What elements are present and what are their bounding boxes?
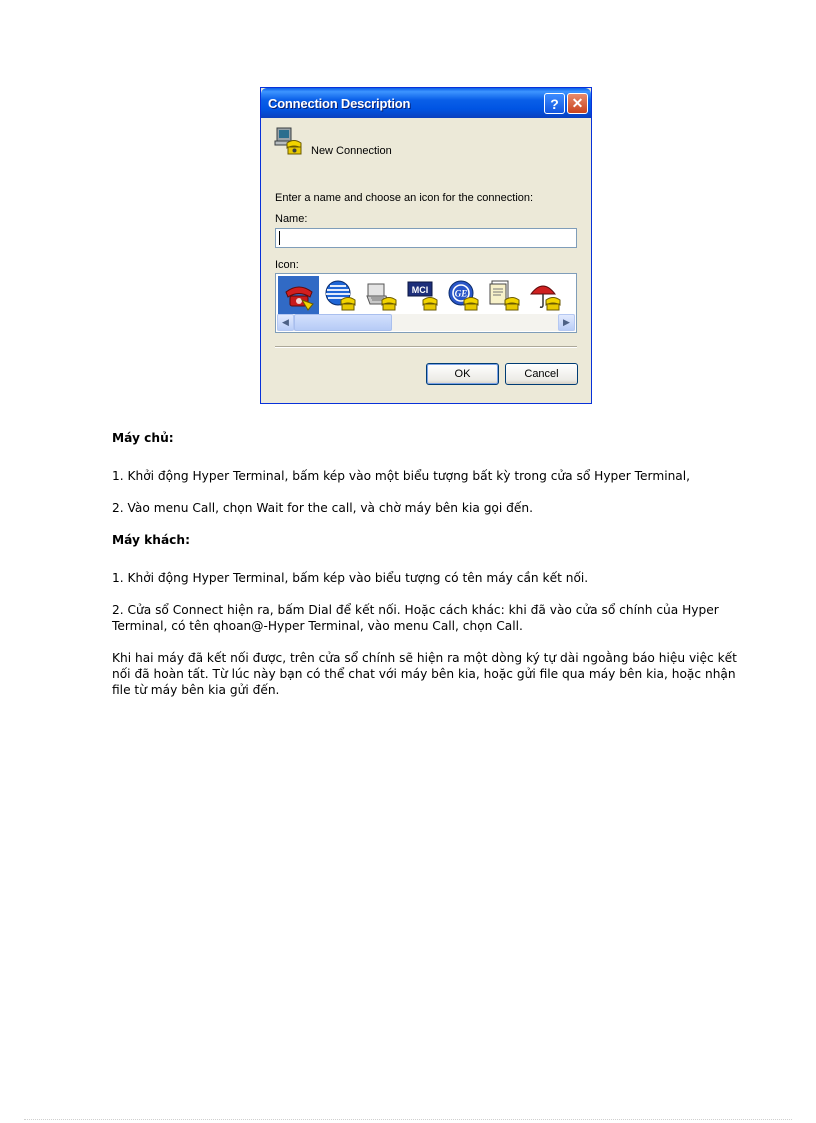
help-button[interactable]: ? xyxy=(544,93,565,114)
instruction-text: Enter a name and choose an icon for the connection: xyxy=(275,192,534,204)
ge-phone-icon xyxy=(446,278,480,312)
article-body xyxy=(112,430,752,698)
icon-option-globe-phone[interactable] xyxy=(319,276,360,314)
client-step-2: 2. Cửa sổ Connect hiện ra, bấm Dial để kết nối. Hoặc cách khác: khi đã vào cửa sổ chính của Hyper Terminal, có tên qhoan@-Hyper Terminal, vào menu Call, chọn Call. xyxy=(112,603,719,633)
page-footer-rule xyxy=(24,1119,792,1120)
client-step-1: 1. Khởi động Hyper Terminal, bấm kép vào biểu tượng có tên máy cần kết nối. xyxy=(112,571,589,585)
mci-phone-icon xyxy=(405,278,439,312)
svg-text:GE: GE xyxy=(454,288,467,299)
globe-phone-icon xyxy=(323,278,357,312)
icon-option-fax-phone[interactable] xyxy=(360,276,401,314)
dialog-separator xyxy=(275,346,577,348)
text-caret xyxy=(279,231,280,245)
new-connection-label: New Connection xyxy=(311,145,392,157)
close-button[interactable]: ✕ xyxy=(567,93,588,114)
icon-list[interactable] xyxy=(275,273,577,333)
icon-option-ge-phone[interactable] xyxy=(442,276,483,314)
dialog-client-area xyxy=(264,118,588,400)
icon-option-document-phone[interactable] xyxy=(483,276,524,314)
fax-phone-icon xyxy=(364,278,398,312)
icon-strip xyxy=(278,276,574,314)
red-phone-icon xyxy=(282,278,316,312)
scroll-left-arrow-icon[interactable]: ◀ xyxy=(277,314,294,331)
icon-list-scrollbar[interactable] xyxy=(277,314,575,331)
icon-option-mci-phone[interactable] xyxy=(401,276,442,314)
icon-option-red-phone[interactable] xyxy=(278,276,319,314)
dialog-titlebar[interactable] xyxy=(261,88,591,118)
cancel-button[interactable]: Cancel xyxy=(505,363,578,385)
icon-option-umbrella-phone[interactable] xyxy=(524,276,565,314)
server-step-1: 1. Khởi động Hyper Terminal, bấm kép vào một biểu tượng bất kỳ trong cửa sổ Hyper Terminal, xyxy=(112,469,691,483)
document-phone-icon xyxy=(487,278,521,312)
heading-server: Máy chủ: xyxy=(112,431,174,445)
ok-button[interactable]: OK xyxy=(426,363,499,385)
scrollbar-thumb[interactable] xyxy=(294,314,392,331)
name-input[interactable] xyxy=(275,228,577,248)
new-connection-icon xyxy=(274,126,304,156)
scroll-right-arrow-icon[interactable]: ▶ xyxy=(558,314,575,331)
umbrella-phone-icon xyxy=(528,278,562,312)
connection-description-dialog xyxy=(260,87,592,404)
closing-paragraph: Khi hai máy đã kết nối được, trên cửa sổ chính sẽ hiện ra một dòng ký tự dài ngoằng báo hiệu việc kết nối đã hoàn tất. Từ lúc này bạn có thể chat với máy bên kia, hoặc gửi file qua máy bên kia, hoặc nhận file từ máy bên kia gửi đến. xyxy=(112,651,737,697)
server-step-2: 2. Vào menu Call, chọn Wait for the call, và chờ máy bên kia gọi đến. xyxy=(112,501,533,515)
svg-text:MCI: MCI xyxy=(411,285,428,295)
heading-client: Máy khách: xyxy=(112,533,190,547)
icon-label: Icon: xyxy=(275,259,299,271)
name-label: Name: xyxy=(275,213,308,225)
dialog-title: Connection Description xyxy=(268,96,411,111)
